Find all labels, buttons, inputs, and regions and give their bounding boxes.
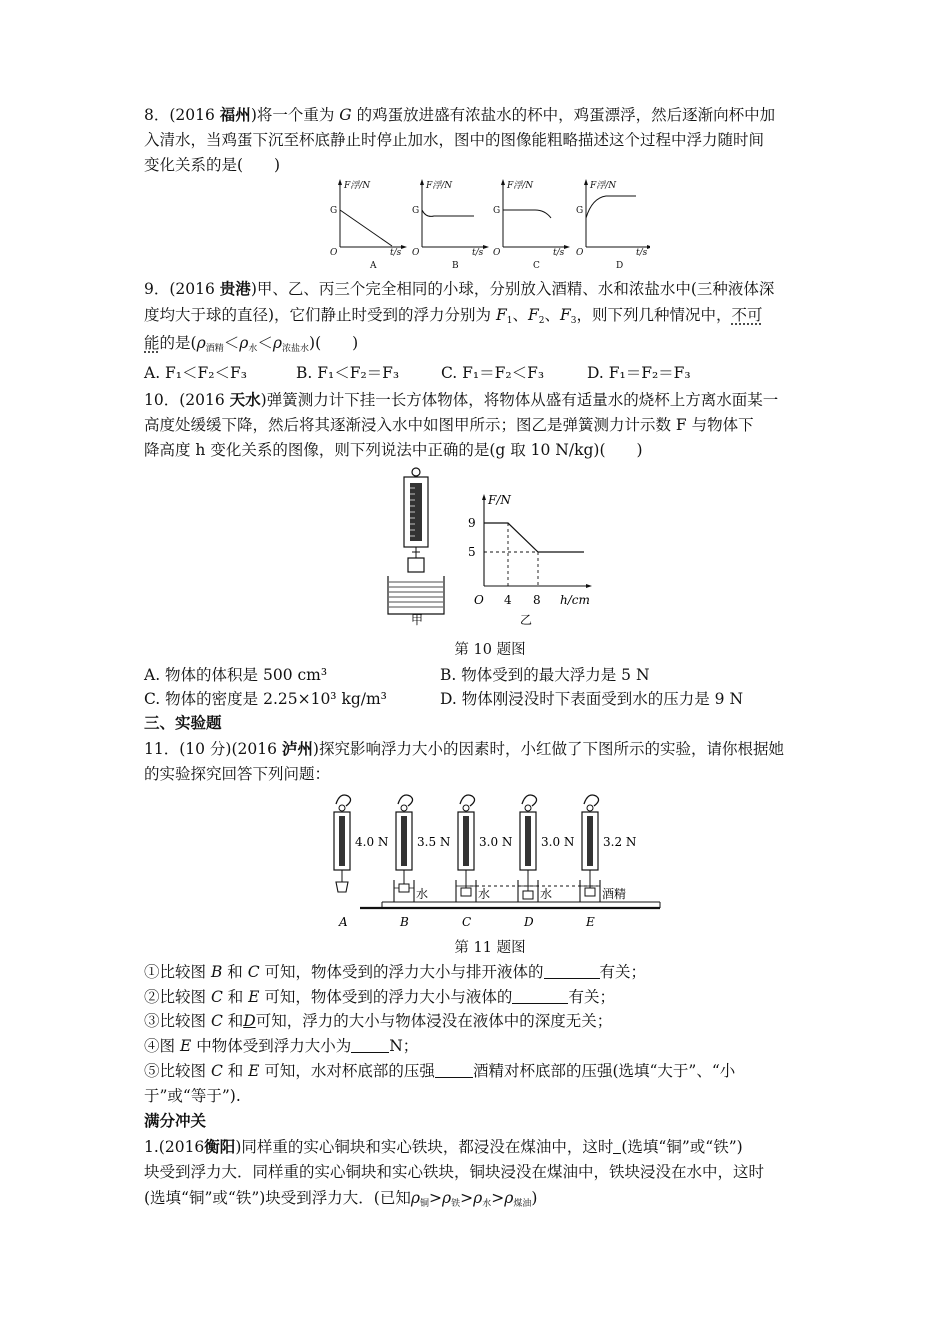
- q8-d-xlabel: t/s: [636, 248, 648, 258]
- q11-label-c: C: [462, 915, 472, 929]
- q11-liquid-d: 水: [540, 887, 553, 901]
- q11-line1: 11．(10 分)(2016 泸州)探究影响浮力大小的因素时，小红做了下图所示的实验，请你根据她: [144, 740, 784, 758]
- q8-a-label: A: [370, 261, 377, 271]
- q10-option-a: A. 物体的体积是 500 cm³: [144, 666, 328, 684]
- q10-option-d: D. 物体刚浸没时下表面受到水的压力是 9 N: [440, 690, 744, 708]
- q11-liquid-c: 水: [478, 887, 491, 901]
- q11-line2: 的实验探究回答下列问题：: [144, 765, 331, 783]
- q8-line1: 8．(2016 福州)将一个重为 G 的鸡蛋放进盛有浓盐水的杯中，鸡蛋漂浮，然后逐渐向杯中加: [144, 106, 776, 124]
- q11-blank-5[interactable]: [435, 1062, 473, 1078]
- q8-b-ylabel: F浮/N: [426, 181, 453, 191]
- q10-yi-ytick-5: 5: [468, 545, 476, 559]
- q8-c-label: C: [533, 261, 540, 271]
- q11-reading-a: 4.0 N: [355, 835, 389, 849]
- p1-line2: 块受到浮力大．同样重的实心铜块和实心铁块，铜块浸没在煤油中，铁块浸没在水中，这时: [144, 1163, 765, 1181]
- q8-line2: 入清水，当鸡蛋下沉至杯底静止时停止加水，图中的图像能粗略描述这个过程中浮力随时间: [144, 131, 765, 149]
- q11-label-b: B: [400, 915, 409, 929]
- q11-item-1: ①比较图 B 和 C 可知，物体受到的浮力大小与排开液体的 有关；: [144, 963, 647, 981]
- q9-line1: 9．(2016 贵港)甲、乙、丙三个完全相同的小球，分别放入酒精、水和浓盐水中(三种液体深: [144, 280, 775, 298]
- q10-yi-xlabel: h/cm: [560, 593, 590, 607]
- p1-line1: 1.(2016衡阳)同样重的实心铜块和实心铁块，都浸没在煤油中，这时 (选填“铜”或“铁”): [144, 1138, 743, 1156]
- q8-d-ytick: G: [576, 206, 584, 216]
- q10-figure-yi: [466, 488, 596, 628]
- q11-item-2: ②比较图 C 和 E 可知，物体受到的浮力大小与液体的 有关；: [144, 988, 615, 1006]
- q11-item-3: ③比较图 C 和D可知，浮力的大小与物体浸没在液体中的深度无关；: [144, 1012, 613, 1030]
- q11-reading-c: 3.0 N: [479, 835, 513, 849]
- q8-b-origin: O: [412, 248, 420, 258]
- q10-yi-ytick-9: 9: [468, 516, 476, 530]
- q8-b-ytick: G: [412, 206, 420, 216]
- q8-d-origin: O: [576, 248, 584, 258]
- q8-graph-c: [493, 179, 570, 271]
- q11-blank-2[interactable]: [512, 988, 568, 1004]
- q9-option-d: D. F₁＝F₂＝F₃: [587, 364, 691, 382]
- q10-yi-xtick-4: 4: [504, 593, 512, 607]
- q9-option-b: B. F₁＜F₂＝F₃: [296, 364, 400, 382]
- q10-line3: 降高度 h 变化关系的图像，则下列说法中正确的是(g 取 10 N/kg)( ): [144, 441, 643, 459]
- p1-line3: (选填“铜”或“铁”)块受到浮力大．(已知$\rho_铜>\rho_铁>\rho_水>\rho_{煤油}$): [144, 1189, 538, 1209]
- q8-b-xlabel: t/s: [472, 248, 484, 258]
- q9-option-a: A. F₁＜F₂＜F₃: [144, 364, 247, 382]
- q8-a-origin: O: [330, 248, 338, 258]
- q8-graph-d: [576, 179, 650, 271]
- q8-c-ylabel: F浮/N: [507, 181, 534, 191]
- q10-option-b: B. 物体受到的最大浮力是 5 N: [440, 666, 650, 684]
- q8-c-ytick: G: [493, 206, 501, 216]
- q10-yi-ylabel: F/N: [488, 493, 511, 507]
- q8-a-ylabel: F浮/N: [344, 181, 371, 191]
- q11-item-4: ④图 E 中物体受到浮力大小为 N；: [144, 1037, 419, 1055]
- q11-caption: 第 11 题图: [454, 940, 526, 956]
- q8-c-xlabel: t/s: [553, 248, 565, 258]
- q11-blank-4[interactable]: [351, 1037, 389, 1053]
- q8-graph-b: [412, 179, 489, 271]
- q8-a-ytick: G: [330, 206, 338, 216]
- q11-scales: [320, 790, 670, 930]
- q8-graphs: [310, 176, 650, 272]
- q10-yi-label: 乙: [520, 613, 533, 627]
- q8-graph-a: [330, 179, 407, 271]
- q11-label-a: A: [339, 915, 348, 929]
- section-full-score-title: 满分冲关: [144, 1112, 207, 1130]
- q8-d-ylabel: F浮/N: [590, 181, 617, 191]
- q11-label-e: E: [586, 915, 595, 929]
- q10-caption: 第 10 题图: [454, 642, 526, 658]
- q8-d-label: D: [616, 261, 624, 271]
- q10-option-c: C. 物体的密度是 2.25×10³ kg/m³: [144, 690, 387, 708]
- q11-item-5-line2: 于”或“等于”).: [144, 1087, 241, 1105]
- q10-line1: 10．(2016 天水)弹簧测力计下挂一长方体物体，将物体从盛有适量水的烧杯上方离水面某一: [144, 391, 779, 409]
- q11-item-5: ⑤比较图 C 和 E 可知，水对杯底部的压强 酒精对杯底部的压强(选填“大于”、“小: [144, 1062, 736, 1080]
- q8-line3: 变化关系的是( ): [144, 156, 281, 174]
- q11-liquid-e: 酒精: [602, 887, 627, 901]
- q8-c-origin: O: [493, 248, 501, 258]
- q10-yi-xtick-8: 8: [533, 593, 541, 607]
- q11-blank-1[interactable]: [544, 963, 600, 979]
- q9-line2: 度均大于球的直径)，它们静止时受到的浮力分别为 $F_1$、$F_2$、$F_3$，则下列几种情况中，不可: [144, 306, 763, 326]
- q10-jia-label: 甲: [411, 613, 424, 626]
- q10-figure-jia: [380, 466, 460, 626]
- q11-reading-b: 3.5 N: [417, 835, 451, 849]
- section-experiment-title: 三、实验题: [144, 714, 222, 732]
- q11-scale-a: [334, 795, 351, 892]
- q9-option-c: C. F₁＝F₂＜F₃: [441, 364, 545, 382]
- q11-reading-e: 3.2 N: [603, 835, 637, 849]
- q11-reading-d: 3.0 N: [541, 835, 575, 849]
- q11-label-d: D: [524, 915, 534, 929]
- q10-yi-origin: O: [474, 593, 484, 607]
- q10-line2: 高度处缓缓下降，然后将其逐渐浸入水中如图甲所示；图乙是弹簧测力计示数 F 与物体下: [144, 416, 754, 434]
- q11-liquid-b: 水: [416, 887, 429, 901]
- q8-a-xlabel: t/s: [390, 248, 402, 258]
- q11-scale-b: [394, 795, 414, 902]
- q9-line3: 能的是$(\rho_{酒精}<\rho_水<\rho_{浓盐水})$( ): [144, 334, 359, 354]
- q8-b-label: B: [452, 261, 459, 271]
